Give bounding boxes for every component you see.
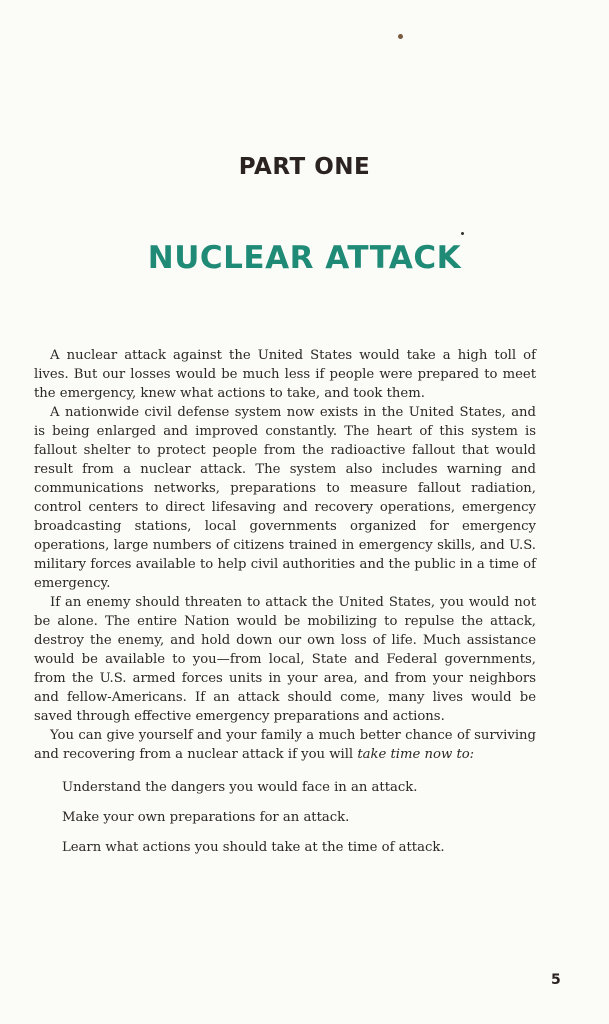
- list-item: Make your own preparations for an attack.: [62, 810, 350, 825]
- list-item: Understand the dangers you would face in an attack.: [62, 780, 418, 795]
- closing-text: You can give yourself and your family a much better chance of surviving and recovering from a nuclear attack if you will: [34, 728, 536, 762]
- closing-paragraph: [34, 726, 536, 764]
- action-list: [34, 778, 536, 857]
- paper-speck: [461, 232, 464, 235]
- chapter-title: NUCLEAR ATTACK: [147, 240, 462, 276]
- body-text: [34, 346, 536, 868]
- paper-speck: [398, 34, 403, 39]
- page-number: 5: [551, 972, 561, 988]
- closing-emphasis: take time now to:: [357, 747, 475, 762]
- part-heading: PART ONE: [238, 154, 371, 180]
- paragraph: A nuclear attack against the United States would take a high toll of lives. But our losses would be much less if people were prepared to meet the emergency, knew what actions to take, and took them.: [34, 348, 536, 401]
- paragraph: A nationwide civil defense system now exists in the United States, and is being enlarged and improved constantly. The heart of this system is fallout shelter to protect people from the radioactive fallout that would result from a nuclear attack. The system also includes warning and communications networks, preparations to measure fallout radiation, control centers to direct lifesaving and recovery operations, emergency broadcasting stations, local governments organized for emergency operations, large numbers of citizens trained in emergency skills, and U.S. military forces available to help civil authorities and the public in a time of emergency.: [34, 405, 536, 591]
- list-item: Learn what actions you should take at the time of attack.: [62, 840, 445, 855]
- paragraph: If an enemy should threaten to attack the United States, you would not be alone. The entire Nation would be mobilizing to repulse the attack, destroy the enemy, and hold down our own loss of life. Much assistance would be available to you—from local, State and Federal governments, from the U.S. armed forces units in your area, and from your neighbors and fellow-Americans. If an attack should come, many lives would be saved through effective emergency preparations and actions.: [34, 595, 536, 724]
